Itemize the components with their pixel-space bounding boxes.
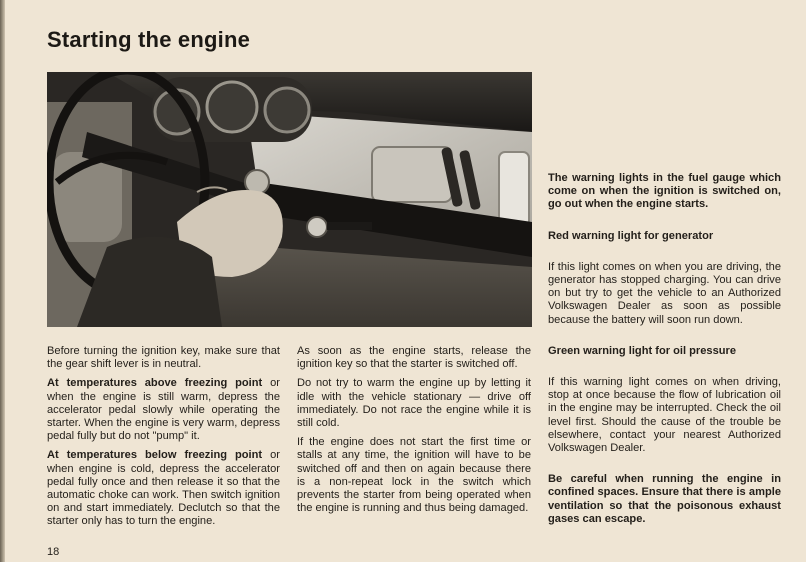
heading-generator-light: Red warning light for generator — [548, 229, 714, 242]
text-below-freezing: or when engine is cold, depress the accelerator pedal fully once and then release it so that the automatic choke can work. Then switch ignition on and start immediately. Declutch so that the starter only has to turn the engine. — [47, 449, 280, 528]
paragraph-generator: If this light comes on when you are driving, the generator has stopped charging. You can drive on but try to get the vehicle to an Authorized Volkswagen Dealer as soon as possible because the battery will soon run down. — [548, 260, 781, 326]
column-middle — [297, 345, 531, 521]
dashboard-photo — [47, 72, 532, 327]
lead-below-freezing: At temperatures below freezing point — [47, 449, 263, 462]
paragraph-oil-pressure: If this warning light comes on when driving, stop at once because the flow of lubrication oil in the engine may be interrupted. Check the oil level first. Should the cause of the trouble be elsewhere, contact your nearest Authorized Volkswagen Dealer. — [548, 376, 781, 455]
page-title: Starting the engine — [47, 27, 251, 52]
page-spine-shadow — [0, 0, 5, 562]
paragraph-release-key: As soon as the engine starts, release the ignition key so that the starter is switched off. — [297, 345, 531, 371]
paragraph-below-freezing — [47, 449, 280, 528]
paragraph-non-repeat-lock: If the engine does not start the first time or stalls at any time, the ignition will have to be switched off and then on again because there is a non-repeat lock in the switch which prevents the starter from being operated when the engine is running and thus being damaged. — [297, 436, 531, 515]
page-number: 18 — [47, 546, 60, 558]
column-left — [47, 345, 280, 535]
paragraph-neutral: Before turning the ignition key, make sure that the gear shift lever is in neutral. — [47, 345, 280, 371]
paragraph-warm-up: Do not try to warm the engine up by letting it idle with the vehicle stationary — drive off immediately. Do not race the engine while it is still cold. — [297, 377, 531, 430]
lead-above-freezing: At temperatures above freezing point — [47, 377, 263, 390]
column-right — [548, 172, 781, 532]
ignition-key-illustration — [47, 72, 532, 327]
paragraph-warning-lights: The warning lights in the fuel gauge which come on when the ignition is switched on, go out when the engine starts. — [548, 172, 781, 211]
text-above-freezing: or when the engine is still warm, depress the accelerator pedal slowly while operating the starter. When the engine is very warm, depress pedal fully but do not "pump" it. — [47, 377, 280, 443]
paragraph-ventilation-warning: Be careful when running the engine in confined spaces. Ensure that there is ample ventilation so that the poisonous exhaust gases can escape. — [548, 473, 781, 525]
paragraph-above-freezing — [47, 377, 280, 443]
heading-oil-pressure-light: Green warning light for oil pressure — [548, 344, 737, 357]
